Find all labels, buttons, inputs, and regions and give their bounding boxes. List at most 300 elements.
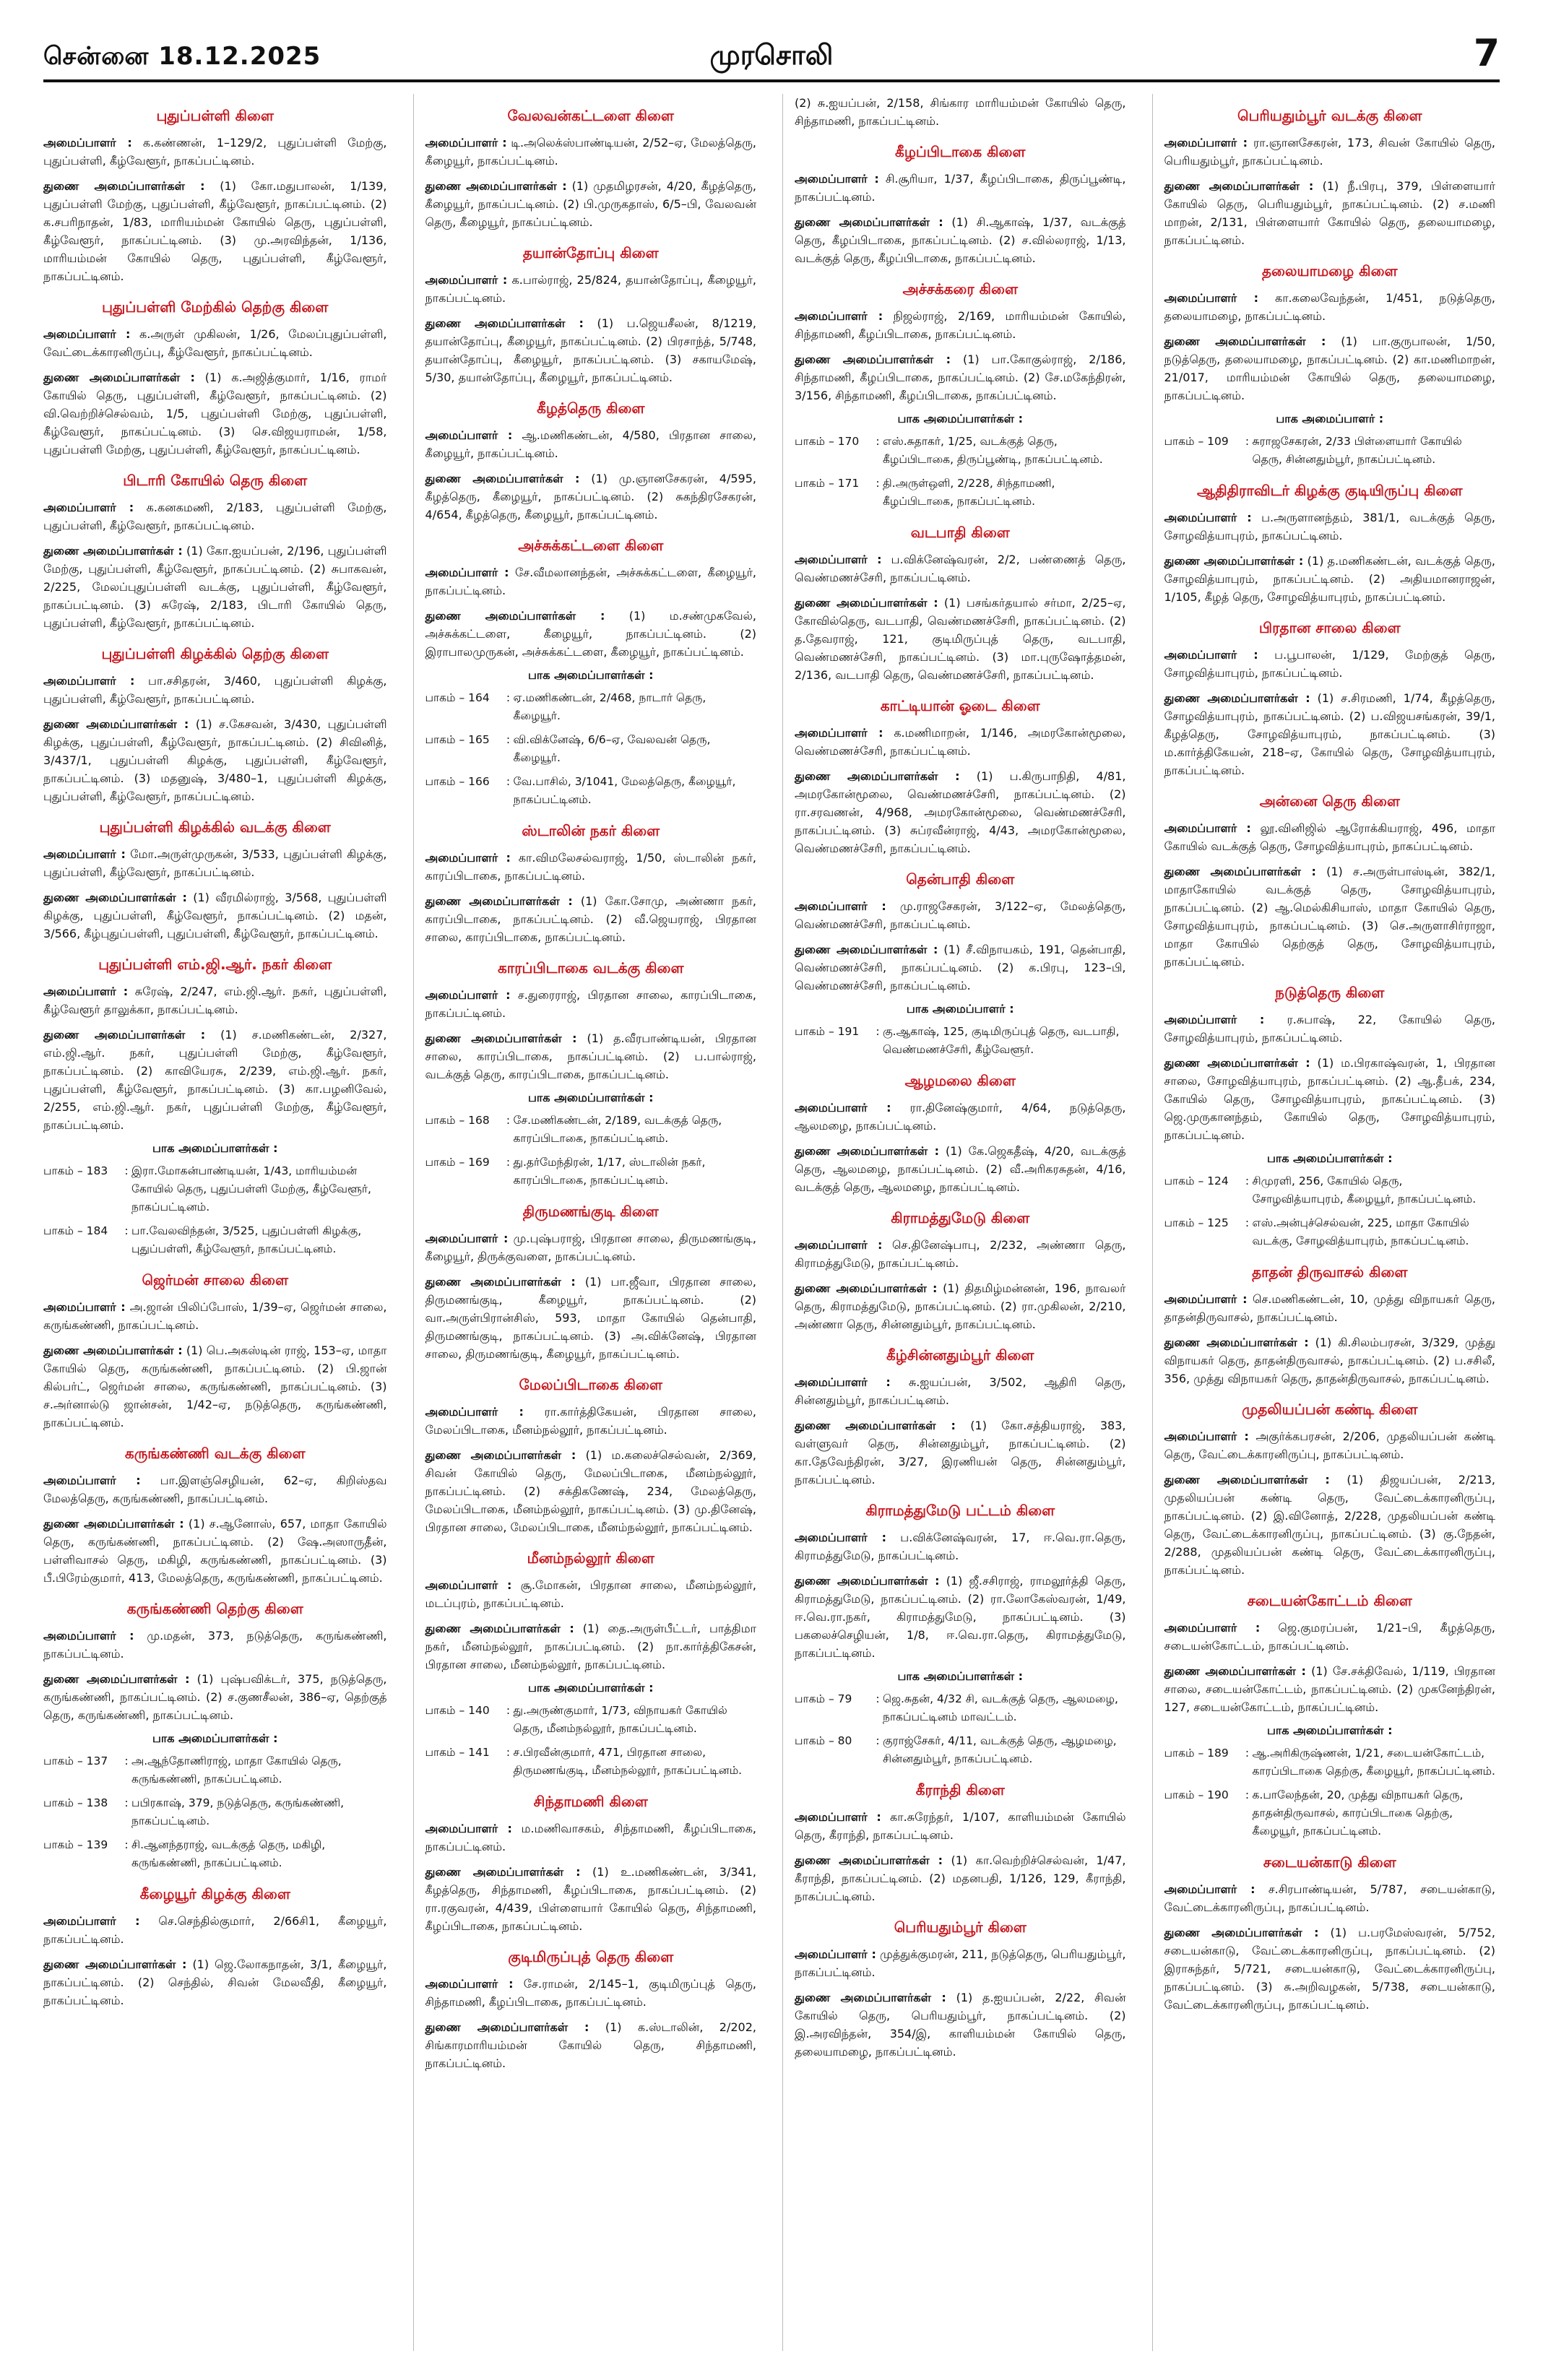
booth-details: க.பாலேந்தன், 20, முத்து விநாயகர் தெரு, தாதன்திருவாசல், காரப்பிடாகை தெற்கு, கீழையூர், நாகப்பட்டினம்.: [1252, 1788, 1464, 1838]
booth-heading: பாக அமைப்பாளர் :: [906, 1002, 1014, 1016]
booth-number: பாகம் – 168: [425, 1114, 490, 1127]
booth-row: [43, 1836, 387, 1872]
branch-section: [795, 697, 1126, 857]
booth-colon: :: [506, 1114, 511, 1127]
office-bearer-entry: [795, 940, 1126, 995]
member-details: (1) ச.ஆனோஸ், 657, மாதா கோயில் தெரு, கருங்கண்ணி, நாகப்பட்டினம். (2) ஷே.அஸாருதீன், பள்ளிவாசல் தெரு, மகிழி, கருங்கண்ணி, நாகப்பட்டினம். (3) பீ.பிரேம்குமார், 413, மேலத்தெரு, கருங்கண்ணி, நாகப்பட்டினம்.: [43, 1517, 387, 1585]
branch-section: [1164, 262, 1496, 469]
branch-title: புதுப்பள்ளி கிளை: [152, 107, 278, 124]
role-label: அமைப்பாளர் :: [1164, 1292, 1248, 1306]
branch-title: புதுப்பள்ளி கிழக்கில் தெற்கு கிளை: [97, 645, 333, 662]
branch-heading: [425, 537, 757, 556]
edition-date: சென்னை 18.12.2025: [43, 42, 321, 71]
member-details: (1) சி.ஆகாஷ், 1/37, வடக்குத் தெரு, கீழப்பிடாகை, நாகப்பட்டினம். (2) ச.வில்லராஜ், 1/13, வடக்குத் தெரு, கீழப்பிடாகை, நாகப்பட்டினம்.: [795, 215, 1126, 265]
booth-colon: :: [124, 1224, 129, 1237]
role-label: அமைப்பாளர் :: [425, 1405, 524, 1419]
branch-title: திருமணங்குடி கிளை: [519, 1203, 663, 1220]
branch-heading: [1164, 262, 1496, 282]
role-label: துணை அமைப்பாளர்கள் :: [43, 1343, 183, 1357]
office-bearer-entry: [43, 1670, 387, 1724]
branch-heading: [425, 1376, 757, 1395]
member-details: அகுர்க்கபரசன், 2/206, முதலியப்பன் கண்டி தெரு, வேட்டைக்காரனிருப்பு, நாகப்பட்டினம்.: [1164, 1429, 1496, 1461]
branch-title: தென்பாதி கிளை: [902, 870, 1019, 888]
booth-heading: பாக அமைப்பாளர்கள் :: [152, 1141, 278, 1155]
branch-section: [43, 956, 387, 1258]
member-details: க.அருள் முகிலன், 1/26, மேலப்புதுப்பள்ளி, வேட்டைக்காரனிருப்பு, கீழ்வேளூர், நாகப்பட்டினம்.: [43, 327, 387, 359]
member-details: (1) மு.ஞானசேகரன், 4/595, கீழத்தெரு, கீழையூர், நாகப்பட்டினம். (2) சுகந்திரசேகரன், 4/654, கீழத்தெரு, கீழையூர், நாகப்பட்டினம்.: [425, 472, 756, 522]
member-details: ச.சிரபாண்டியன், 5/787, சடையன்காடு, வேட்டைக்காரனிருப்பு, நாகப்பட்டினம்.: [1164, 1882, 1496, 1914]
branch-heading: [425, 1793, 757, 1812]
member-details: ச.துரைராஜ், பிரதான சாலை, காரப்பிடாகை, நாகப்பட்டினம்.: [425, 988, 756, 1020]
booth-row: [795, 1690, 1126, 1726]
member-details: ப.அருளானந்தம், 381/1, வடக்குத் தெரு, சோழவித்யாபுரம், நாகப்பட்டினம்.: [1164, 511, 1495, 542]
role-label: அமைப்பாளர் :: [425, 273, 508, 287]
branch-title: புதுப்பள்ளி கிழக்கில் வடக்கு கிளை: [95, 818, 335, 836]
member-details: சூ.மோகன், பிரதான சாலை, மீனம்நல்லூர், மடப்புரம், நாகப்பட்டினம்.: [425, 1578, 756, 1610]
booth-number: பாகம் – 109: [1164, 435, 1229, 448]
office-bearer-entry: [795, 1099, 1126, 1135]
booth-details: அ.ஆந்தோணிராஜ், மாதா கோயில் தெரு, கருங்கண்ணி, நாகப்பட்டினம்.: [131, 1754, 342, 1786]
booth-row: [425, 1702, 757, 1738]
branch-heading: [1164, 619, 1496, 639]
office-bearer-entry: [1164, 1880, 1496, 1916]
booth-colon: :: [124, 1838, 129, 1851]
office-bearer-entry: [795, 170, 1126, 206]
office-bearer-entry: [425, 134, 757, 170]
member-details: மோ.அருள்முருகன், 3/533, புதுப்பள்ளி கிழக்கு, புதுப்பள்ளி, கீழ்வேளூர், நாகப்பட்டினம்.: [43, 847, 387, 879]
member-details: (1) ஜெ.லோகநாதன், 3/1, கீழையூர், நாகப்பட்டினம். (2) செந்தில், சிவன் மேலவீதி, கீழையூர், நாகப்பட்டினம்.: [43, 1957, 387, 2007]
branch-title: பெரியதும்பூர் வடக்கு கிளை: [1233, 107, 1427, 124]
member-details: செ.மணிகண்டன், 10, முத்து விநாயகர் தெரு, தாதன்திருவாசல், நாகப்பட்டினம்.: [1164, 1292, 1496, 1324]
booth-details: சிமுரளி, 256, கோயில் தெரு, சோழவித்யாபுரம், கீழையூர், நாகப்பட்டினம்.: [1252, 1174, 1477, 1206]
branch-title: குடிமிருப்புத் தெரு கிளை: [503, 1948, 678, 1965]
role-label: துணை அமைப்பாளர்கள் :: [1164, 554, 1304, 568]
branch-heading: [43, 1271, 387, 1291]
branch-section: [795, 280, 1126, 511]
branch-heading: [1164, 1853, 1496, 1873]
branch-title: வேலவன்கட்டளை கிளை: [503, 107, 678, 124]
branch-section: [425, 1948, 757, 2072]
booth-row: [425, 689, 757, 725]
branch-heading: [425, 1549, 757, 1569]
branch-section: [43, 107, 387, 285]
branch-section: [43, 1271, 387, 1432]
office-bearer-entry: [43, 672, 387, 708]
member-details: ஜெ.குமரப்பன், 1/21–பி, கீழத்தெரு, சடையன்கோட்டம், நாகப்பட்டினம்.: [1164, 1621, 1495, 1653]
office-bearer-entry: [1164, 1924, 1496, 2014]
branch-heading: [1164, 1401, 1496, 1420]
office-bearer-entry: [795, 1279, 1126, 1333]
booth-details: இரா.மோகன்பாண்டியன், 1/43, மாரியம்மன் கோயில் தெரு, புதுப்பள்ளி மேற்கு, கீழ்வேளூர், நாகப்பட்டினம்.: [131, 1164, 371, 1213]
column-3: [782, 94, 1131, 2351]
article-columns: [43, 94, 1500, 2351]
office-bearer-entry: [1164, 289, 1496, 325]
booth-number: பாகம் – 183: [43, 1164, 108, 1177]
branch-heading: [795, 1502, 1126, 1521]
member-details: (1) த.வீரபாண்டியன், பிரதான சாலை, காரப்பிடாகை, நாகப்பட்டினம். (2) ப.பால்ராஜ், வடக்குத் தெரு, காரப்பிடாகை, நாகப்பட்டினம்.: [425, 1031, 757, 1081]
office-bearer-entry: [795, 350, 1126, 404]
member-details: (1) சீ.விநாயகம், 191, தென்பாதி, வெண்மணச்சேரி, நாகப்பட்டினம். (2) க.பிரபு, 123–பி, வெண்மணச்சேரி, நாகப்பட்டினம்.: [795, 943, 1126, 992]
branch-heading: [795, 1072, 1126, 1091]
member-details: (1) பசங்கர்தயால் சர்மா, 2/25–ஏ, கோவில்தெரு, வடபாதி, வெண்மணச்சேரி, நாகப்பட்டினம். (2) த.தேவராஜ், 121, குடிமிருப்புத் தெரு, வடபாதி, வெண்மணச்சேரி, நாகப்பட்டினம். (3) மா.புருஷோத்தமன், 2/136, வடபாதி தெரு, வெண்மணச்சேரி, நாகப்பட்டினம்.: [795, 596, 1126, 682]
member-details: மு.மதன், 373, நடுத்தெரு, கருங்கண்ணி, நாகப்பட்டினம்.: [43, 1629, 387, 1661]
branch-section: [43, 818, 387, 943]
branch-title: ஆதிதிராவிடர் கிழக்கு குடியிருப்பு கிளை: [1193, 482, 1467, 499]
office-bearer-entry: [425, 1619, 757, 1674]
branch-heading: [795, 1918, 1126, 1938]
role-label: துணை அமைப்பாளர்கள் :: [795, 1574, 940, 1588]
role-label: அமைப்பாளர் :: [1164, 648, 1258, 662]
branch-section: [795, 1209, 1126, 1333]
member-details: (1) நீ.பிரபு, 379, பிள்ளையார் கோயில் தெரு, பெரியதும்பூர், நாகப்பட்டினம். (2) ச.மணி மாறன், 2/131, பிள்ளையார் கோயில் தெரு, தலையாமழை, நாகப்பட்டினம்.: [1164, 179, 1495, 247]
booth-heading: பாக அமைப்பாளர்கள் :: [1267, 1151, 1393, 1165]
branch-title: ஜெர்மன் சாலை கிளை: [137, 1271, 293, 1289]
office-bearer-entry: [43, 498, 387, 535]
member-details: (1) ம.பிரகாஷ்வரன், 1, பிரதான சாலை, சோழவித்யாபுரம், நாகப்பட்டினம். (2) ஆ.தீபக், 234, கோயில் தெரு, சோழவித்யாபுரம், நாகப்பட்டினம். (3) ஜெ.முருகானந்தம், கோயில் தெரு, சோழவித்யாபுரம், நாகப்பட்டினம்.: [1164, 1056, 1495, 1142]
office-bearer-entry: [1164, 1054, 1496, 1144]
booth-colon: :: [124, 1796, 129, 1809]
branch-title: கிராமத்துமேடு பட்டம் கிளை: [861, 1502, 1059, 1519]
branch-heading: [43, 1600, 387, 1619]
member-details: (1) பா.ஜீவா, பிரதான சாலை, திருமணங்குடி, கீழையூர், நாகப்பட்டினம். (2) வா.அருள்பிரான்சிஸ், 593, மாதா கோயில் தென்பாதி, திருமணங்குடி, நாகப்பட்டினம். (3) அ.விக்னேஷ், பிரதான சாலை, திருமணங்குடி, கீழையூர், நாகப்பட்டினம்.: [425, 1275, 756, 1361]
member-details: (1) கோ.சத்தியராஜ், 383, வள்ளுவர் தெரு, சின்னதும்பூர், நாகப்பட்டினம். (2) கா.தேவேந்திரன், 3/27, இரணியன் தெரு, சின்னதும்பூர், நாகப்பட்டினம்.: [795, 1419, 1126, 1487]
member-details: (1) ச.மணிகண்டன், 2/327, எம்.ஜி.ஆர். நகர், புதுப்பள்ளி மேற்கு, கீழ்வேளூர், நாகப்பட்டினம். (2) காவியேரசு, 2/239, எம்.ஜி.ஆர். நகர், புதுப்பள்ளி, கீழ்வேளூர், நாகப்பட்டினம். (3) கா.பழனிவேல், 2/255, எம்.ஜி.ஆர். நகர், புதுப்பள்ளி மேற்கு, கீழ்வேளூர், நாகப்பட்டினம்.: [43, 1028, 387, 1132]
branch-title: புதுப்பள்ளி மேற்கில் தெற்கு கிளை: [98, 298, 332, 316]
branch-section: [795, 870, 1126, 1059]
role-label: துணை அமைப்பாளர்கள் :: [795, 596, 938, 610]
branch-heading: [43, 1445, 387, 1464]
office-bearer-entry: [425, 563, 757, 600]
branch-section: [425, 822, 757, 946]
branch-title: முதலியப்பன் கண்டி கிளை: [1237, 1401, 1422, 1418]
office-bearer-entry: [425, 314, 757, 386]
branch-title: கீராந்தி கிளை: [912, 1781, 1009, 1799]
role-label: அமைப்பாளர் :: [1164, 136, 1248, 150]
branch-title: கீழப்பிடாகை கிளை: [891, 143, 1029, 160]
branch-section: [1164, 1263, 1496, 1388]
office-bearer-entry: [425, 849, 757, 885]
booth-row: [425, 1744, 757, 1780]
office-bearer-entry: [795, 767, 1126, 857]
office-bearer-entry: [795, 1236, 1126, 1272]
office-bearer-entry: [795, 1808, 1126, 1844]
role-label: துணை அமைப்பாளர்கள் :: [43, 1957, 187, 1971]
booth-row: [1164, 1172, 1496, 1208]
member-details: செ.தினேஷ்பாபு, 2/232, அண்ணா தெரு, கிராமத்துமேடு, நாகப்பட்டினம்.: [795, 1238, 1126, 1270]
member-details: சுரேஷ், 2/247, எம்.ஜி.ஆர். நகர், புதுப்பள்ளி, கீழ்வேளூர் தாலுக்கா, நாகப்பட்டினம்.: [43, 985, 387, 1016]
booth-number: பாகம் – 125: [1164, 1216, 1229, 1229]
office-bearer-entry: [1164, 134, 1496, 170]
member-details: (1) கோ.சோமு, அண்ணா நகர், காரப்பிடாகை, நாகப்பட்டினம். (2) வீ.ஜெயராஜ், பிரதான சாலை, காரப்பிடாகை, நாகப்பட்டினம்.: [425, 894, 756, 944]
branch-heading: [1164, 1592, 1496, 1611]
role-label: துணை அமைப்பாளர்கள் :: [795, 1281, 938, 1295]
member-details: (1) கா.வெற்றிச்செல்வன், 1/47, கீராந்தி, நாகப்பட்டினம். (2) மதனபதி, 1/126, 129, கீராந்தி, நாகப்பட்டினம்.: [795, 1853, 1126, 1903]
branch-title: பிரதான சாலை கிளை: [1255, 619, 1405, 636]
branch-title: கீழையூர் கிழக்கு கிளை: [136, 1885, 295, 1903]
member-details: (1) ப.ஜெயசீலன், 8/1219, தயான்தோப்பு, கீழையூர், நாகப்பட்டினம். (2) பிரசாந்த், 5/748, தயான்தோப்பு, கீழையூர், நாகப்பட்டினம். (3) சகாயமேஷ், 5/30, தயான்தோப்பு, கீழையூர், நாகப்பட்டினம்.: [425, 316, 756, 384]
masthead: [43, 0, 1500, 82]
member-details: (1) திதமிழ்மன்னன், 196, நாவலர் தெரு, கிராமத்துமேடு, நாகப்பட்டினம். (2) ரா.முகிலன், 2/210, அண்ணா தெரு, சின்னதும்பூர், நாகப்பட்டினம்.: [795, 1281, 1126, 1331]
office-bearer-entry: [425, 1273, 757, 1363]
branch-title: தாதன் திருவாசல் கிளை: [1248, 1263, 1412, 1281]
newspaper-title: முரசொலி: [709, 39, 834, 71]
booth-number: பாகம் – 166: [425, 775, 490, 788]
member-details: (1) திஜயப்பன், 2/213, முதலியப்பன் கண்டி தெரு, வேட்டைக்காரனிருப்பு, நாகப்பட்டினம். (2) இ.வினோத், 2/228, முதலியப்பன் கண்டி தெரு, வேட்டைக்காரனிருப்பு, நாகப்பட்டினம். (3) கு.நேதன், 2/288, முதலியப்பன் கண்டி தெரு, வேட்டைக்காரனிருப்பு, நாகப்பட்டினம்.: [1164, 1473, 1495, 1577]
member-details: (1) கே.ஜெகதீஷ், 4/20, வடக்குத் தெரு, ஆலமழை, நாகப்பட்டினம். (2) வீ.அரிகரசுதன், 4/16, வடக்குத் தெரு, ஆலமழை, நாகப்பட்டினம்.: [795, 1144, 1126, 1194]
role-label: அமைப்பாளர் :: [1164, 1882, 1255, 1896]
branch-title: சடையன்கோட்டம் கிளை: [1243, 1592, 1417, 1609]
booth-number: பாகம் – 171: [795, 477, 860, 490]
booth-details: எஸ்.சுதாகர், 1/25, வடக்குத் தெரு, கீழப்பிடாகை, திருப்பூண்டி, நாகப்பட்டினம்.: [883, 435, 1103, 466]
office-bearer-entry: [1164, 1290, 1496, 1326]
role-label: துணை அமைப்பாளர்கள் :: [43, 371, 195, 384]
booth-details: சி.ஆனந்தராஜ், வடக்குத் தெரு, மகிழி, கருங்கண்ணி, நாகப்பட்டினம்.: [131, 1838, 326, 1869]
branch-heading: [43, 1885, 387, 1905]
booth-heading: பாக அமைப்பாளர்கள் :: [897, 412, 1023, 425]
booth-heading: பாக அமைப்பாளர்கள் :: [897, 1669, 1023, 1683]
branch-heading: [425, 244, 757, 264]
office-bearer-entry: [1164, 509, 1496, 545]
office-bearer-entry: [425, 2018, 757, 2072]
branch-heading: [425, 1203, 757, 1222]
branch-section: [43, 472, 387, 632]
office-bearer-entry: [795, 1945, 1126, 1981]
role-label: துணை அமைப்பாளர்கள் :: [795, 215, 943, 229]
booth-number: பாகம் – 191: [795, 1025, 860, 1038]
role-label: துணை அமைப்பாளர்கள் :: [795, 769, 960, 783]
branch-section: [425, 1549, 757, 1780]
continued-text: (2) சு.ஐயப்பன், 2/158, சிங்கார மாரியம்மன் கோயில் தெரு, சிந்தாமணி, நாகப்பட்டினம்.: [795, 96, 1126, 128]
role-label: துணை அமைப்பாளர்கள் :: [43, 717, 189, 731]
member-details: க.கனகமணி, 2/183, புதுப்பள்ளி மேற்கு, புதுப்பள்ளி, கீழ்வேளூர், நாகப்பட்டினம்.: [43, 501, 387, 532]
office-bearer-entry: [425, 1403, 757, 1439]
member-details: (1) ம.கலைச்செல்வன், 2/369, சிவன் கோயில் தெரு, மேலப்பிடாகை, மீனம்நல்லூர், நாகப்பட்டினம். (2) சக்திகணேஷ், 234, மேலத்தெரு, மேலப்பிடாகை, மீனம்நல்லூர், நாகப்பட்டினம். (3) மு.தினேஷ், பிரதான சாலை, மேலப்பிடாகை, மீனம்நல்லூர், நாகப்பட்டினம்.: [425, 1448, 756, 1534]
role-label: அமைப்பாளர் :: [795, 309, 883, 323]
booth-number: பாகம் – 79: [795, 1692, 852, 1705]
office-bearer-entry: [425, 1819, 757, 1856]
booth-colon: :: [506, 691, 511, 704]
branch-title: தலையாமழை கிளை: [1258, 262, 1402, 280]
role-label: அமைப்பாளர் :: [425, 566, 509, 579]
office-bearer-entry: [425, 1975, 757, 2011]
branch-heading: [795, 1346, 1126, 1366]
booth-colon: :: [506, 1746, 511, 1759]
booth-row: [425, 1112, 757, 1148]
office-bearer-entry: [425, 469, 757, 524]
role-label: அமைப்பாளர் :: [425, 428, 513, 442]
member-details: ரா.தினேஷ்குமார், 4/64, நடுத்தெரு, ஆலமழை, நாகப்பட்டினம்.: [795, 1101, 1126, 1133]
role-label: துணை அமைப்பாளர்கள் :: [425, 1448, 576, 1462]
branch-title: அச்சுக்கட்டளை கிளை: [514, 537, 667, 554]
booth-row: [795, 475, 1126, 511]
role-label: அமைப்பாளர் :: [425, 851, 511, 865]
branch-title: மேலப்பிடாகை கிளை: [515, 1376, 667, 1393]
branch-heading: [43, 472, 387, 491]
office-bearer-entry: [795, 1142, 1126, 1196]
booth-number: பாகம் – 165: [425, 733, 490, 746]
booth-details: குராஜ்சேகர், 4/11, வடக்குத் தெரு, ஆழமழை, சின்னதும்பூர், நாகப்பட்டினம்.: [883, 1734, 1117, 1765]
booth-number: பாகம் – 190: [1164, 1788, 1229, 1801]
role-label: அமைப்பாளர் :: [795, 1238, 883, 1252]
office-bearer-entry: [425, 1863, 757, 1935]
role-label: துணை அமைப்பாளர்கள் :: [425, 1031, 577, 1045]
column-1: [43, 94, 392, 2351]
member-details: (1) சே.சக்திவேல், 1/119, பிரதான சாலை, சடையன்கோட்டம், நாகப்பட்டினம். (2) முகனேந்திரன், 127, சடையன்கோட்டம், நாகப்பட்டினம்.: [1164, 1664, 1495, 1714]
role-label: அமைப்பாளர் :: [43, 1629, 134, 1643]
member-details: கா.விமலேசல்வராஜ், 1/50, ஸ்டாலின் நகர், காரப்பிடாகை, நாகப்பட்டினம்.: [425, 851, 757, 883]
booth-number: பாகம் – 170: [795, 435, 860, 448]
office-bearer-entry: [43, 1955, 387, 2009]
branch-section: [1164, 1853, 1496, 2014]
member-details: பா.இளஞ்செழியன், 62–ஏ, கிறிஸ்தவ மேலத்தெரு, கருங்கண்ணி, நாகப்பட்டினம்.: [43, 1474, 387, 1505]
branch-section: [795, 1502, 1126, 1768]
branch-heading: [1164, 1263, 1496, 1283]
branch-section: [1164, 107, 1496, 249]
member-details: (1) பா.கோகுல்ராஜ், 2/186, சிந்தாமணி, கீழப்பிடாகை, நாகப்பட்டினம். (2) சே.மகேந்திரன், 3/156, சிந்தாமணி, கீழப்பிடாகை, நாகப்பட்டினம்.: [795, 352, 1126, 402]
role-label: அமைப்பாளர் :: [43, 501, 134, 514]
office-bearer-entry: [43, 1341, 387, 1432]
branch-section: [795, 1781, 1126, 1905]
member-details: ப.விக்னேஷ்வரன், 2/2, பண்ணைத் தெரு, வெண்மணச்சேரி, நாகப்பட்டினம்.: [795, 553, 1126, 584]
office-bearer-entry: [1164, 177, 1496, 249]
office-bearer-entry: [43, 134, 387, 170]
office-bearer-entry: [1164, 1662, 1496, 1716]
booth-row: [425, 773, 757, 809]
branch-heading: [1164, 792, 1496, 812]
branch-section: [425, 959, 757, 1190]
branch-title: சடையன்காடு கிளை: [1259, 1853, 1401, 1871]
member-details: நிஜல்ராஜ், 2/169, மாரியம்மன் கோயில், சிந்தாமணி, கீழப்பிடாகை, நாகப்பட்டினம்.: [795, 309, 1126, 341]
role-label: துணை அமைப்பாளர்கள் :: [43, 544, 183, 558]
member-details: ப.பூபாலன், 1/129, மேற்குத் தெரு, சோழவித்யாபுரம், நாகப்பட்டினம்.: [1164, 648, 1496, 680]
booth-details: து.தர்மேந்திரன், 1/17, ஸ்டாலின் நகர், காரப்பிடாகை, நாகப்பட்டினம்.: [513, 1156, 706, 1187]
booth-heading: பாக அமைப்பாளர் :: [1276, 412, 1384, 425]
office-bearer-entry: [1164, 819, 1496, 855]
member-details: (1) ச.கேசவன், 3/430, புதுப்பள்ளி கிழக்கு, புதுப்பள்ளி, கீழ்வேளூர், நாகப்பட்டினம். (2) சிவினித், 3/437/1, புதுப்பள்ளி கிழக்கு, புதுப்பள்ளி, கீழ்வேளூர், நாகப்பட்டினம். (3) மதனுஷ், 3/480–1, புதுப்பள்ளி கிழக்கு, புதுப்பள்ளி, கீழ்வேளூர், நாகப்பட்டினம்.: [43, 717, 387, 803]
member-details: அ.ஜான் பிலிப்போஸ், 1/39–ஏ, ஜெர்மன் சாலை, கருங்கண்ணி, நாகப்பட்டினம்.: [43, 1300, 387, 1332]
member-details: (1) ச.அருள்பாஸ்டின், 382/1, மாதாகோயில் வடக்குத் தெரு, சோழவித்யாபுரம், நாகப்பட்டினம். (2) ஆ.மெல்கிசியாஸ், மாதா கோயில் தெரு, சோழவித்யாபுரம், நாகப்பட்டினம். (3) செ.அருளாசிர்ராஜா, மாதா கோயில் தெற்குத் தெரு, சோழவித்யாபுரம், நாகப்பட்டினம்.: [1164, 865, 1495, 969]
role-label: அமைப்பாளர் :: [795, 1375, 891, 1389]
office-bearer-entry: [795, 594, 1126, 684]
member-details: கா.கலைவேந்தன், 1/451, நடுத்தெரு, தலையாமழை, நாகப்பட்டினம்.: [1164, 291, 1495, 323]
branch-title: வடபாதி கிளை: [907, 524, 1014, 541]
role-label: அமைப்பாளர் :: [795, 1947, 876, 1961]
branch-section: [425, 1203, 757, 1363]
member-details: மு.புஷ்பராஜ், பிரதான சாலை, திருமணங்குடி, கீழையூர், திருக்குவளை, நாகப்பட்டினம்.: [425, 1232, 756, 1263]
branch-heading: [43, 956, 387, 975]
member-details: க.பால்ராஜ், 25/824, தயான்தோப்பு, கீழையூர், நாகப்பட்டினம்.: [425, 273, 756, 305]
branch-heading: [1164, 482, 1496, 501]
role-label: அமைப்பாளர் :: [795, 1531, 886, 1544]
branch-heading: [795, 524, 1126, 543]
office-bearer-entry: [795, 897, 1126, 933]
branch-title: கருங்கண்ணி வடக்கு கிளை: [121, 1445, 310, 1462]
booth-heading: பாக அமைப்பாளர்கள் :: [528, 1681, 654, 1695]
office-bearer-entry: [43, 715, 387, 805]
branch-section: [795, 143, 1126, 267]
member-details: ப.விக்னேஷ்வரன், 17, ஈ.வெ.ரா.தெரு, கிராமத்துமேடு, நாகப்பட்டினம்.: [795, 1531, 1126, 1562]
member-details: (1) கோ.ஐயப்பன், 2/196, புதுப்பள்ளி மேற்கு, புதுப்பள்ளி, கீழ்வேளூர், நாகப்பட்டினம். (2) சுபாகவன், 2/225, மேலப்புதுப்பள்ளி வடக்கு, புதுப்பள்ளி, கீழ்வேளூர், நாகப்பட்டினம். (3) சுரேஷ், 2/183, பிடாரி கோயில் தெரு, புதுப்பள்ளி, கீழ்வேளூர், நாகப்பட்டினம்.: [43, 544, 387, 630]
branch-section: [43, 645, 387, 805]
booth-colon: :: [876, 477, 880, 490]
branch-heading: [425, 959, 757, 979]
office-bearer-entry: [795, 1989, 1126, 2061]
office-bearer-entry: [425, 1029, 757, 1083]
branch-heading: [43, 107, 387, 126]
booth-details: வே.பாசில், 3/1041, மேலத்தெரு, கீழையூர், நாகப்பட்டினம்.: [513, 775, 736, 806]
booth-details: ஜெ.சுதன், 4/32 சி, வடக்குத் தெரு, ஆலமழை, நாகப்பட்டினம் மாவட்டம்.: [883, 1692, 1118, 1723]
role-label: அமைப்பாளர் :: [425, 1977, 514, 1991]
booth-details: ஆ.அரிகிருஷ்ணன், 1/21, சடையன்கோட்டம், காரப்பிடாகை தெற்கு, கீழையூர், நாகப்பட்டினம்.: [1252, 1747, 1495, 1778]
office-bearer-entry: [43, 982, 387, 1018]
booth-row: [795, 1023, 1126, 1059]
member-details: (1) ப.கிருபாநிதி, 4/81, அமரகோன்மூலை, வெண்மணச்சேரி, நாகப்பட்டினம். (2) ரா.சரவணன், 4/968, அமரகோன்மூலை, வெண்மணச்சேரி, நாகப்பட்டினம். (3) சுப்ரவீன்ராஜ், 4/43, அமரகோன்மூலை, வெண்மணச்சேரி, நாகப்பட்டினம்.: [795, 769, 1126, 855]
booth-colon: :: [1245, 1788, 1250, 1801]
member-details: ரா.கார்த்திகேயன், பிரதான சாலை, மேலப்பிடாகை, மீனம்நல்லூர், நாகப்பட்டினம்.: [425, 1405, 756, 1437]
column-2: [413, 94, 761, 2351]
office-bearer-entry: [43, 325, 387, 361]
branch-heading: [1164, 984, 1496, 1003]
role-label: துணை அமைப்பாளர்கள் :: [1164, 179, 1314, 193]
member-details: சே.ராமன், 2/145–1, குடிமிருப்புத் தெரு, சிந்தாமணி, கீழப்பிடாகை, நாகப்பட்டினம்.: [425, 1977, 756, 2009]
role-label: துணை அமைப்பாளர்கள் :: [43, 1672, 190, 1686]
office-bearer-entry: [795, 1572, 1126, 1662]
office-bearer-entry: [795, 724, 1126, 760]
branch-title: கிராமத்துமேடு கிளை: [886, 1209, 1034, 1226]
branch-title: அன்னை தெரு கிளை: [1255, 792, 1404, 810]
member-details: பா.சசிதரன், 3/460, புதுப்பள்ளி கிழக்கு, புதுப்பள்ளி, கீழ்வேளூர், நாகப்பட்டினம்.: [43, 674, 387, 706]
booth-colon: :: [506, 1156, 511, 1169]
role-label: அமைப்பாளர் :: [795, 726, 883, 740]
member-details: க.மணிமாறன், 1/146, அமரகோன்மூலை, வெண்மணச்சேரி, நாகப்பட்டினம்.: [795, 726, 1126, 758]
booth-heading: பாக அமைப்பாளர்கள் :: [1267, 1723, 1393, 1737]
role-label: துணை அமைப்பாளர்கள் :: [43, 1028, 206, 1042]
booth-row: [43, 1794, 387, 1830]
role-label: அமைப்பாளர் :: [795, 172, 879, 186]
branch-section: [795, 1918, 1126, 2061]
role-label: அமைப்பாளர் :: [1164, 1621, 1261, 1635]
branch-section: [43, 1445, 387, 1587]
booth-colon: :: [506, 733, 511, 746]
office-bearer-entry: [43, 1471, 387, 1507]
role-label: துணை அமைப்பாளர்கள் :: [1164, 1473, 1330, 1487]
member-details: டி.அலெக்ஸ்பாண்டியன், 2/52–ஏ, மேலத்தெரு, கீழையூர், நாகப்பட்டினம்.: [425, 136, 756, 168]
branch-heading: [795, 697, 1126, 717]
role-label: துணை அமைப்பாளர்கள் :: [425, 179, 567, 193]
office-bearer-entry: [1164, 332, 1496, 404]
member-details: (1) பா.குருபாலன், 1/50, நடுத்தெரு, தலையாமழை, நாகப்பட்டினம். (2) கா.மணிமாறன், 21/017, மாரியம்மன் கோயில் தெரு, தலையாமழை, நாகப்பட்டினம்.: [1164, 334, 1496, 402]
branch-heading: [795, 1781, 1126, 1801]
role-label: துணை அமைப்பாளர்கள் :: [1164, 1664, 1306, 1678]
office-bearer-entry: [795, 1851, 1126, 1905]
booth-details: ஏ.மணிகண்டன், 2/468, நாடார் தெரு, கீழையூர்.: [513, 691, 706, 722]
office-bearer-entry: [43, 1026, 387, 1134]
role-label: அமைப்பாளர் :: [1164, 1013, 1265, 1026]
branch-heading: [425, 107, 757, 126]
booth-colon: :: [506, 775, 511, 788]
booth-colon: :: [876, 1025, 880, 1038]
branch-section: [1164, 482, 1496, 606]
role-label: அமைப்பாளர் :: [43, 1914, 140, 1928]
office-bearer-entry: [43, 1627, 387, 1663]
member-details: (1) ப.பரமேஸ்வரன், 5/752, சடையன்காடு, வேட்டைக்காரனிருப்பு, நாகப்பட்டினம். (2) இராசுந்தர், 5/721, சடையன்காடு, வேட்டைக்காரனிருப்பு, நாகப்பட்டினம். (3) சு.அறிவழகன், 5/738, சடையன்காடு, வேட்டைக்காரனிருப்பு, நாகப்பட்டினம்.: [1164, 1926, 1495, 2012]
office-bearer-entry: [425, 177, 757, 231]
booth-details: எஸ்.அன்புச்செல்வன், 225, மாதா கோயில் வடக்கு, சோழவித்யாபுரம், நாகப்பட்டினம்.: [1252, 1216, 1469, 1247]
branch-section: [425, 244, 757, 386]
role-label: அமைப்பாளர் :: [425, 1578, 512, 1592]
booth-colon: :: [1245, 1747, 1250, 1760]
booth-number: பாகம் – 189: [1164, 1747, 1229, 1760]
